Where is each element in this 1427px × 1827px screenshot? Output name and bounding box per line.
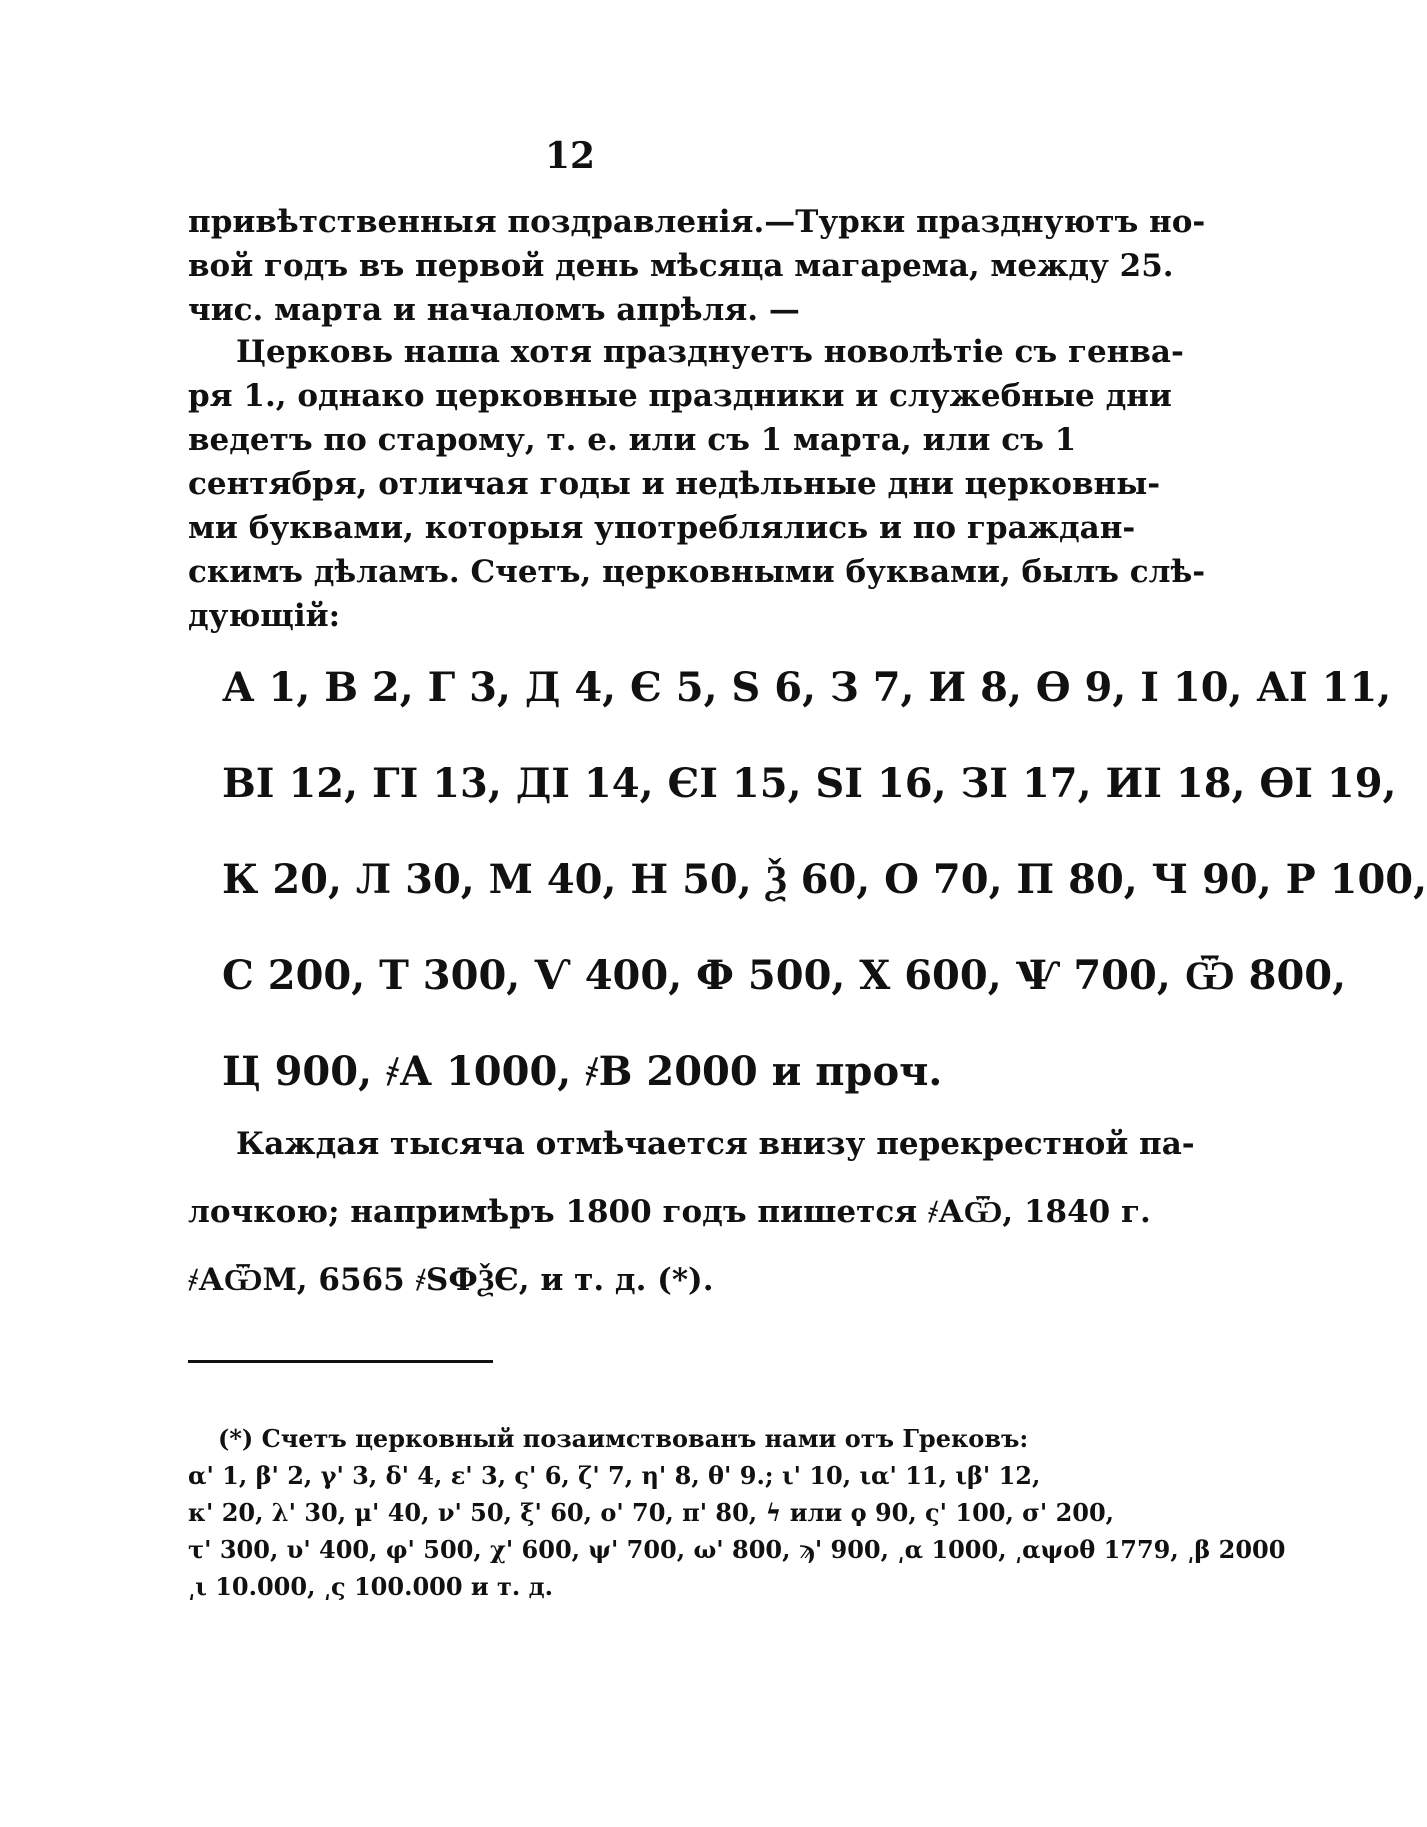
footnote-line: α' 1, β' 2, γ' 3, δ' 4, ε' 3, ς' 6, ζ' 7, η' 8, θ' 9.; ι' 10, ια' 11, ιβ' 12, [188, 1461, 1041, 1490]
footnote-divider [188, 1360, 493, 1363]
footnote-line: ͵ι 10.000, ͵ς 100.000 и т. д. [188, 1572, 553, 1601]
paragraph-1 [188, 200, 1206, 332]
paragraph-line: ҂АѾМ, 6565 ҂ЅФѮЄ, и т. д. (*). [188, 1262, 714, 1298]
numeral-line: С 200, Т 300, Ѵ 400, Ф 500, Х 600, Ѱ 700, Ѿ 800, [222, 952, 1347, 999]
paragraph-3 [188, 1110, 1195, 1314]
paragraph-line: лочкою; напримѣръ 1800 годъ пишется ҂АѾ, 1840 г. [188, 1194, 1151, 1230]
paragraph-line: скимъ дѣламъ. Счетъ, церковными буквами, былъ слѣ- [188, 554, 1206, 590]
paragraph-line: ведетъ по старому, т. е. или съ 1 марта, или съ 1 [188, 422, 1077, 458]
footnote-line: (*) Счетъ церковный позаимствованъ нами отъ Грековъ: [218, 1424, 1029, 1453]
footnote [188, 1420, 1286, 1605]
church-numerals-table [222, 640, 1427, 1120]
footnote-line: κ' 20, λ' 30, μ' 40, ν' 50, ξ' 60, ο' 70, π' 80, ϟ или ϙ 90, ς' 100, σ' 200, [188, 1498, 1115, 1527]
numeral-line: Ц 900, ҂А 1000, ҂В 2000 и проч. [222, 1048, 943, 1095]
paragraph-line: сентября, отличая годы и недѣльные дни церковны- [188, 466, 1161, 502]
paragraph-line: Церковь наша хотя празднуетъ новолѣтіе съ генва- [236, 334, 1184, 370]
paragraph-line: чис. марта и началомъ апрѣля. — [188, 292, 800, 328]
footnote-line: τ' 300, υ' 400, φ' 500, χ' 600, ψ' 700, ω' 800, ϡ' 900, ͵α 1000, ͵αψοθ 1779, ͵β 2000 [188, 1535, 1286, 1564]
numeral-line: ВІ 12, ГІ 13, ДІ 14, ЄІ 15, ЅІ 16, ЗІ 17, ИІ 18, ѲІ 19, [222, 760, 1397, 807]
paragraph-line: привѣтственныя поздравленія.—Турки празднуютъ но- [188, 204, 1206, 240]
numeral-line: А 1, В 2, Г 3, Д 4, Є 5, Ѕ 6, З 7, И 8, Ѳ 9, І 10, АІ 11, [222, 664, 1392, 711]
numeral-line: К 20, Л 30, М 40, Н 50, Ѯ 60, О 70, П 80, Ч 90, Р 100, [222, 856, 1427, 903]
paragraph-line: ря 1., однако церковные праздники и служебные дни [188, 378, 1172, 414]
paragraph-line: Каждая тысяча отмѣчается внизу перекрестной па- [236, 1126, 1195, 1162]
paragraph-line: дующій: [188, 598, 341, 634]
paragraph-line: вой годъ въ первой день мѣсяца магарема, между 25. [188, 248, 1174, 284]
page-number: 12 [544, 135, 596, 177]
paragraph-line: ми буквами, которыя употреблялись и по граждан- [188, 510, 1136, 546]
paragraph-2 [188, 330, 1206, 638]
